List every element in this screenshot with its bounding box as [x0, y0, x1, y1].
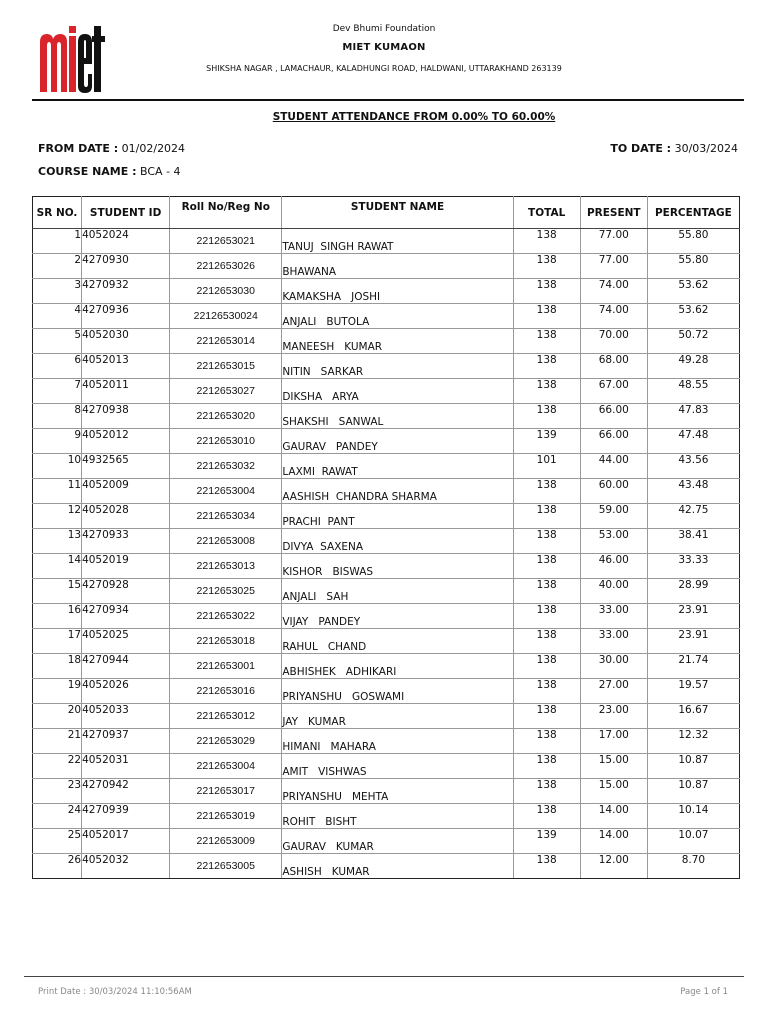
present-cell: 44.00 [580, 454, 647, 479]
student-name-cell: DIKSHA ARYA [282, 379, 513, 404]
student-name-cell: DIVYA SAXENA [282, 529, 513, 554]
student-name-cell: JAY KUMAR [282, 704, 513, 729]
total-cell: 138 [513, 779, 580, 804]
total-cell: 138 [513, 304, 580, 329]
total-cell: 138 [513, 254, 580, 279]
present-cell: 14.00 [580, 804, 647, 829]
present-cell: 66.00 [580, 429, 647, 454]
col-header-sr-no: SR NO. [33, 197, 82, 229]
student-name-cell: VIJAY PANDEY [282, 604, 513, 629]
student-name-cell: HIMANI MAHARA [282, 729, 513, 754]
roll-no-cell: 2212653015 [170, 354, 282, 379]
sr-no-cell: 19 [33, 679, 82, 704]
sr-no-cell: 10 [33, 454, 82, 479]
present-cell: 53.00 [580, 529, 647, 554]
present-cell: 67.00 [580, 379, 647, 404]
table-row [33, 604, 740, 629]
sr-no-cell: 21 [33, 729, 82, 754]
present-cell: 33.00 [580, 629, 647, 654]
student-name-cell: LAXMI RAWAT [282, 454, 513, 479]
total-cell: 138 [513, 379, 580, 404]
total-cell: 138 [513, 604, 580, 629]
table-row [33, 704, 740, 729]
percentage-cell: 43.48 [647, 479, 739, 504]
percentage-cell: 50.72 [647, 329, 739, 354]
roll-no-cell: 2212653012 [170, 704, 282, 729]
roll-no-cell: 2212653019 [170, 804, 282, 829]
student-id-cell: 4052031 [82, 754, 170, 779]
sr-no-cell: 24 [33, 804, 82, 829]
student-id-cell: 4052013 [82, 354, 170, 379]
student-name-cell: NITIN SARKAR [282, 354, 513, 379]
percentage-cell: 16.67 [647, 704, 739, 729]
present-cell: 12.00 [580, 854, 647, 879]
roll-no-cell: 2212653014 [170, 329, 282, 354]
sr-no-cell: 25 [33, 829, 82, 854]
total-cell: 138 [513, 729, 580, 754]
roll-no-cell: 2212653008 [170, 529, 282, 554]
roll-no-cell: 2212653004 [170, 754, 282, 779]
from-date-value: 01/02/2024 [121, 142, 186, 155]
table-row [33, 779, 740, 804]
present-cell: 33.00 [580, 604, 647, 629]
roll-no-cell: 2212653017 [170, 779, 282, 804]
sr-no-cell: 18 [33, 654, 82, 679]
roll-no-cell: 2212653016 [170, 679, 282, 704]
total-cell: 138 [513, 679, 580, 704]
sr-no-cell: 2 [33, 254, 82, 279]
percentage-cell: 55.80 [647, 229, 739, 254]
roll-no-cell: 2212653018 [170, 629, 282, 654]
present-cell: 27.00 [580, 679, 647, 704]
table-row [33, 679, 740, 704]
percentage-cell: 47.48 [647, 429, 739, 454]
report-title: STUDENT ATTENDANCE FROM 0.00% TO 60.00% [272, 111, 556, 123]
total-cell: 101 [513, 454, 580, 479]
from-date [38, 142, 185, 155]
student-id-cell: 4052011 [82, 379, 170, 404]
student-name-cell: KAMAKSHA JOSHI [282, 279, 513, 304]
report-header [0, 0, 768, 100]
student-name-cell: PRIYANSHU MEHTA [282, 779, 513, 804]
student-name-cell: BHAWANA [282, 254, 513, 279]
student-id-cell: 4270937 [82, 729, 170, 754]
student-id-cell: 4052033 [82, 704, 170, 729]
table-header-row [33, 197, 740, 229]
percentage-cell: 33.33 [647, 554, 739, 579]
student-name-cell: ABHISHEK ADHIKARI [282, 654, 513, 679]
table-row [33, 229, 740, 254]
col-header-roll-no: Roll No/Reg No [170, 197, 282, 229]
student-id-cell: 4052026 [82, 679, 170, 704]
percentage-cell: 49.28 [647, 354, 739, 379]
roll-no-cell: 2212653020 [170, 404, 282, 429]
student-name-cell: AASHISH CHANDRA SHARMA [282, 479, 513, 504]
roll-no-cell: 2212653032 [170, 454, 282, 479]
sr-no-cell: 20 [33, 704, 82, 729]
percentage-cell: 38.41 [647, 529, 739, 554]
sr-no-cell: 9 [33, 429, 82, 454]
sr-no-cell: 5 [33, 329, 82, 354]
percentage-cell: 21.74 [647, 654, 739, 679]
total-cell: 138 [513, 279, 580, 304]
table-row [33, 804, 740, 829]
total-cell: 138 [513, 854, 580, 879]
roll-no-cell: 2212653022 [170, 604, 282, 629]
sr-no-cell: 7 [33, 379, 82, 404]
student-name-cell: GAURAV PANDEY [282, 429, 513, 454]
student-id-cell: 4270936 [82, 304, 170, 329]
sr-no-cell: 22 [33, 754, 82, 779]
student-id-cell: 4270930 [82, 254, 170, 279]
total-cell: 138 [513, 629, 580, 654]
total-cell: 138 [513, 654, 580, 679]
present-cell: 74.00 [580, 279, 647, 304]
table-row [33, 654, 740, 679]
table-row [33, 304, 740, 329]
table-row [33, 529, 740, 554]
foundation-name: Dev Bhumi Foundation [332, 24, 436, 34]
student-name-cell: TANUJ SINGH RAWAT [282, 229, 513, 254]
percentage-cell: 10.14 [647, 804, 739, 829]
col-header-total: TOTAL [513, 197, 580, 229]
percentage-cell: 53.62 [647, 279, 739, 304]
total-cell: 138 [513, 579, 580, 604]
student-id-cell: 4932565 [82, 454, 170, 479]
percentage-cell: 10.87 [647, 779, 739, 804]
student-name-cell: MANEESH KUMAR [282, 329, 513, 354]
present-cell: 30.00 [580, 654, 647, 679]
to-date [610, 142, 738, 155]
table-row [33, 754, 740, 779]
present-cell: 70.00 [580, 329, 647, 354]
student-id-cell: 4052024 [82, 229, 170, 254]
student-id-cell: 4052009 [82, 479, 170, 504]
percentage-cell: 10.87 [647, 754, 739, 779]
sr-no-cell: 8 [33, 404, 82, 429]
table-row [33, 404, 740, 429]
total-cell: 138 [513, 354, 580, 379]
student-id-cell: 4052017 [82, 829, 170, 854]
percentage-cell: 23.91 [647, 604, 739, 629]
student-id-cell: 4052030 [82, 329, 170, 354]
total-cell: 138 [513, 504, 580, 529]
present-cell: 66.00 [580, 404, 647, 429]
student-id-cell: 4270934 [82, 604, 170, 629]
table-body [33, 229, 740, 879]
student-name-cell: ASHISH KUMAR [282, 854, 513, 879]
sr-no-cell: 1 [33, 229, 82, 254]
col-header-present: PRESENT [580, 197, 647, 229]
present-cell: 14.00 [580, 829, 647, 854]
roll-no-cell: 2212653021 [170, 229, 282, 254]
percentage-cell: 42.75 [647, 504, 739, 529]
total-cell: 138 [513, 404, 580, 429]
student-name-cell: PRACHI PANT [282, 504, 513, 529]
college-address: SHIKSHA NAGAR , LAMACHAUR, KALADHUNGI ROAD, HALDWANI, UTTARAKHAND 263139 [206, 64, 562, 73]
roll-no-cell: 22126530024 [170, 304, 282, 329]
table-row [33, 254, 740, 279]
present-cell: 17.00 [580, 729, 647, 754]
present-cell: 46.00 [580, 554, 647, 579]
student-name-cell: KISHOR BISWAS [282, 554, 513, 579]
total-cell: 138 [513, 704, 580, 729]
footer-divider [24, 976, 744, 977]
table-row [33, 429, 740, 454]
col-header-student-id: STUDENT ID [82, 197, 170, 229]
percentage-cell: 55.80 [647, 254, 739, 279]
sr-no-cell: 17 [33, 629, 82, 654]
sr-no-cell: 14 [33, 554, 82, 579]
percentage-cell: 10.07 [647, 829, 739, 854]
sr-no-cell: 3 [33, 279, 82, 304]
student-name-cell: ROHIT BISHT [282, 804, 513, 829]
total-cell: 138 [513, 329, 580, 354]
student-id-cell: 4270928 [82, 579, 170, 604]
percentage-cell: 48.55 [647, 379, 739, 404]
present-cell: 15.00 [580, 779, 647, 804]
present-cell: 77.00 [580, 254, 647, 279]
roll-no-cell: 2212653001 [170, 654, 282, 679]
present-cell: 68.00 [580, 354, 647, 379]
sr-no-cell: 13 [33, 529, 82, 554]
percentage-cell: 19.57 [647, 679, 739, 704]
table-row [33, 454, 740, 479]
table-row [33, 279, 740, 304]
roll-no-cell: 2212653029 [170, 729, 282, 754]
table-row [33, 579, 740, 604]
page-number: Page 1 of 1 [680, 987, 728, 997]
student-name-cell: ANJALI SAH [282, 579, 513, 604]
to-date-label: TO DATE : [610, 142, 672, 155]
roll-no-cell: 2212653030 [170, 279, 282, 304]
table-row [33, 729, 740, 754]
student-id-cell: 4270944 [82, 654, 170, 679]
roll-no-cell: 2212653034 [170, 504, 282, 529]
sr-no-cell: 15 [33, 579, 82, 604]
table-row [33, 354, 740, 379]
sr-no-cell: 6 [33, 354, 82, 379]
roll-no-cell: 2212653009 [170, 829, 282, 854]
table-row [33, 504, 740, 529]
present-cell: 60.00 [580, 479, 647, 504]
table-row [33, 854, 740, 879]
total-cell: 138 [513, 754, 580, 779]
total-cell: 138 [513, 529, 580, 554]
course-name-label: COURSE NAME : [38, 165, 137, 178]
present-cell: 59.00 [580, 504, 647, 529]
to-date-value: 30/03/2024 [674, 142, 738, 155]
percentage-cell: 23.91 [647, 629, 739, 654]
student-id-cell: 4270932 [82, 279, 170, 304]
roll-no-cell: 2212653010 [170, 429, 282, 454]
total-cell: 139 [513, 829, 580, 854]
table-row [33, 329, 740, 354]
student-id-cell: 4052028 [82, 504, 170, 529]
sr-no-cell: 12 [33, 504, 82, 529]
present-cell: 77.00 [580, 229, 647, 254]
course-name [38, 165, 181, 178]
col-header-percentage: PERCENTAGE [647, 197, 739, 229]
total-cell: 138 [513, 804, 580, 829]
student-id-cell: 4052025 [82, 629, 170, 654]
table-row [33, 554, 740, 579]
percentage-cell: 47.83 [647, 404, 739, 429]
student-id-cell: 4052012 [82, 429, 170, 454]
roll-no-cell: 2212653027 [170, 379, 282, 404]
percentage-cell: 43.56 [647, 454, 739, 479]
total-cell: 139 [513, 429, 580, 454]
sr-no-cell: 4 [33, 304, 82, 329]
total-cell: 138 [513, 479, 580, 504]
roll-no-cell: 2212653013 [170, 554, 282, 579]
table-row [33, 479, 740, 504]
roll-no-cell: 2212653025 [170, 579, 282, 604]
student-id-cell: 4052032 [82, 854, 170, 879]
print-date: Print Date : 30/03/2024 11:10:56AM [38, 987, 192, 997]
percentage-cell: 12.32 [647, 729, 739, 754]
percentage-cell: 28.99 [647, 579, 739, 604]
total-cell: 138 [513, 554, 580, 579]
sr-no-cell: 16 [33, 604, 82, 629]
course-name-value: BCA - 4 [140, 165, 181, 178]
student-name-cell: PRIYANSHU GOSWAMI [282, 679, 513, 704]
percentage-cell: 53.62 [647, 304, 739, 329]
percentage-cell: 8.70 [647, 854, 739, 879]
sr-no-cell: 11 [33, 479, 82, 504]
roll-no-cell: 2212653004 [170, 479, 282, 504]
student-name-cell: RAHUL CHAND [282, 629, 513, 654]
student-id-cell: 4270939 [82, 804, 170, 829]
col-header-student-name: STUDENT NAME [282, 197, 513, 229]
present-cell: 40.00 [580, 579, 647, 604]
student-name-cell: AMIT VISHWAS [282, 754, 513, 779]
table-row [33, 629, 740, 654]
student-name-cell: GAURAV KUMAR [282, 829, 513, 854]
table-row [33, 379, 740, 404]
present-cell: 74.00 [580, 304, 647, 329]
student-id-cell: 4052019 [82, 554, 170, 579]
student-id-cell: 4270938 [82, 404, 170, 429]
header-divider [32, 99, 744, 101]
student-id-cell: 4270933 [82, 529, 170, 554]
present-cell: 23.00 [580, 704, 647, 729]
table-row [33, 829, 740, 854]
student-name-cell: ANJALI BUTOLA [282, 304, 513, 329]
roll-no-cell: 2212653005 [170, 854, 282, 879]
student-name-cell: SHAKSHI SANWAL [282, 404, 513, 429]
student-id-cell: 4270942 [82, 779, 170, 804]
sr-no-cell: 23 [33, 779, 82, 804]
sr-no-cell: 26 [33, 854, 82, 879]
total-cell: 138 [513, 229, 580, 254]
college-name: MIET KUMAON [342, 42, 426, 53]
attendance-table [32, 196, 740, 879]
from-date-label: FROM DATE : [38, 142, 119, 155]
present-cell: 15.00 [580, 754, 647, 779]
roll-no-cell: 2212653026 [170, 254, 282, 279]
